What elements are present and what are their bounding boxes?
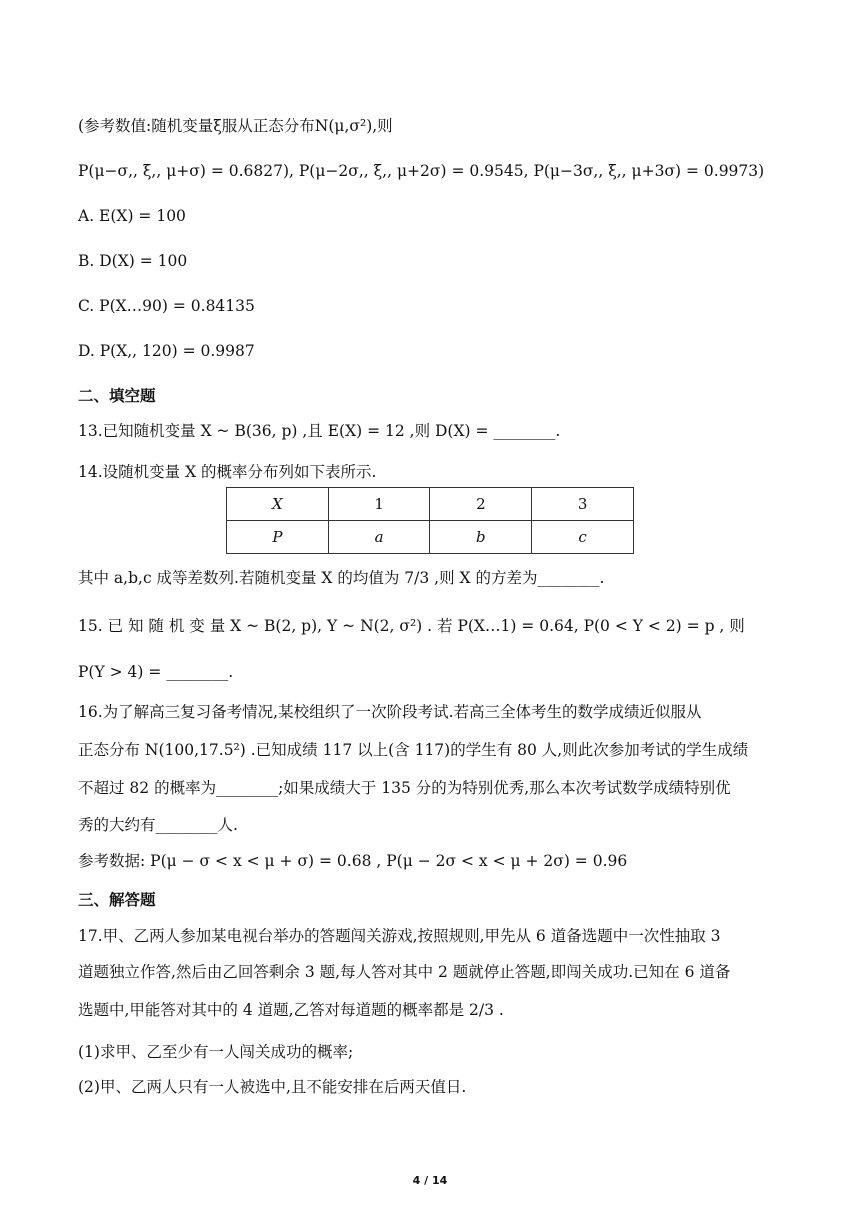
section-heading-fill-blank: 二、填空题 [78,387,156,405]
question-15: 15. 已 知 随 机 变 量 X ~ B(2, p), Y ~ N(2, σ²) . 若 P(X…1) = 0.64, P(0 < Y < 2) = p , 则 [78,617,745,635]
option-c: C. P(X…90) = 0.84135 [78,297,255,315]
probability-formula-line: P(μ−σ,, ξ,, μ+σ) = 0.6827), P(μ−2σ,, ξ,, μ+2σ) = 0.9545, P(μ−3σ,, ξ,, μ+3σ) = 0.9973) [78,162,765,180]
table-cell: 2 [430,488,532,521]
table-cell: c [532,521,634,554]
table-row [227,521,634,554]
question-17-part-1: (1)求甲、乙至少有一人闯关成功的概率; [78,1043,354,1061]
page-number: 4 / 14 [412,1174,448,1187]
question-14: 14.设随机变量 X 的概率分布列如下表所示. [78,463,377,481]
question-16-line-3: 不超过 82 的概率为________;如果成绩大于 135 分的为特别优秀,那么本次考试数学成绩特别优 [78,779,731,797]
question-17-line-3: 选题中,甲能答对其中的 4 道题,乙答对每道题的概率都是 2/3 . [78,1001,504,1019]
question-14-continued: 其中 a,b,c 成等差数列.若随机变量 X 的均值为 7/3 ,则 X 的方差为________. [78,569,605,587]
table-cell: X [227,488,329,521]
question-17: 17.甲、乙两人参加某电视台举办的答题闯关游戏,按照规则,甲先从 6 道备选题中一次性抽取 3 [78,927,721,945]
table-cell: b [430,521,532,554]
question-17-line-2: 道题独立作答,然后由乙回答剩余 3 题,每人答对其中 2 题就停止答题,即闯关成功.已知在 6 道备 [78,963,731,981]
reference-data-line: 参考数据: P(μ − σ < x < μ + σ) = 0.68 , P(μ − 2σ < x < μ + 2σ) = 0.96 [78,852,628,870]
option-a: A. E(X) = 100 [78,207,186,225]
question-16: 16.为了解高三复习备考情况,某校组织了一次阶段考试.若高三全体考生的数学成绩近似服从 [78,703,702,721]
section-heading-solutions: 三、解答题 [78,891,156,909]
option-d: D. P(X,, 120) = 0.9987 [78,342,255,360]
table-cell: 3 [532,488,634,521]
table-cell: P [227,521,329,554]
table-cell: 1 [328,488,430,521]
question-16-line-4: 秀的大约有________人. [78,816,238,834]
question-13: 13.已知随机变量 X ~ B(36, p) ,且 E(X) = 12 ,则 D(X) = ________. [78,422,561,440]
option-b: B. D(X) = 100 [78,252,188,270]
distribution-table [226,487,634,554]
table-cell: a [328,521,430,554]
reference-values-line: (参考数值:随机变量ξ服从正态分布N(μ,σ²),则 [78,117,393,135]
question-17-part-2: (2)甲、乙两人只有一人被选中,且不能安排在后两天值日. [78,1078,467,1096]
question-16-line-2: 正态分布 N(100,17.5²) .已知成绩 117 以上(含 117)的学生有 80 人,则此次参加考试的学生成绩 [78,741,749,759]
table-row [227,488,634,521]
question-15-continued: P(Y > 4) = ________. [78,663,234,681]
